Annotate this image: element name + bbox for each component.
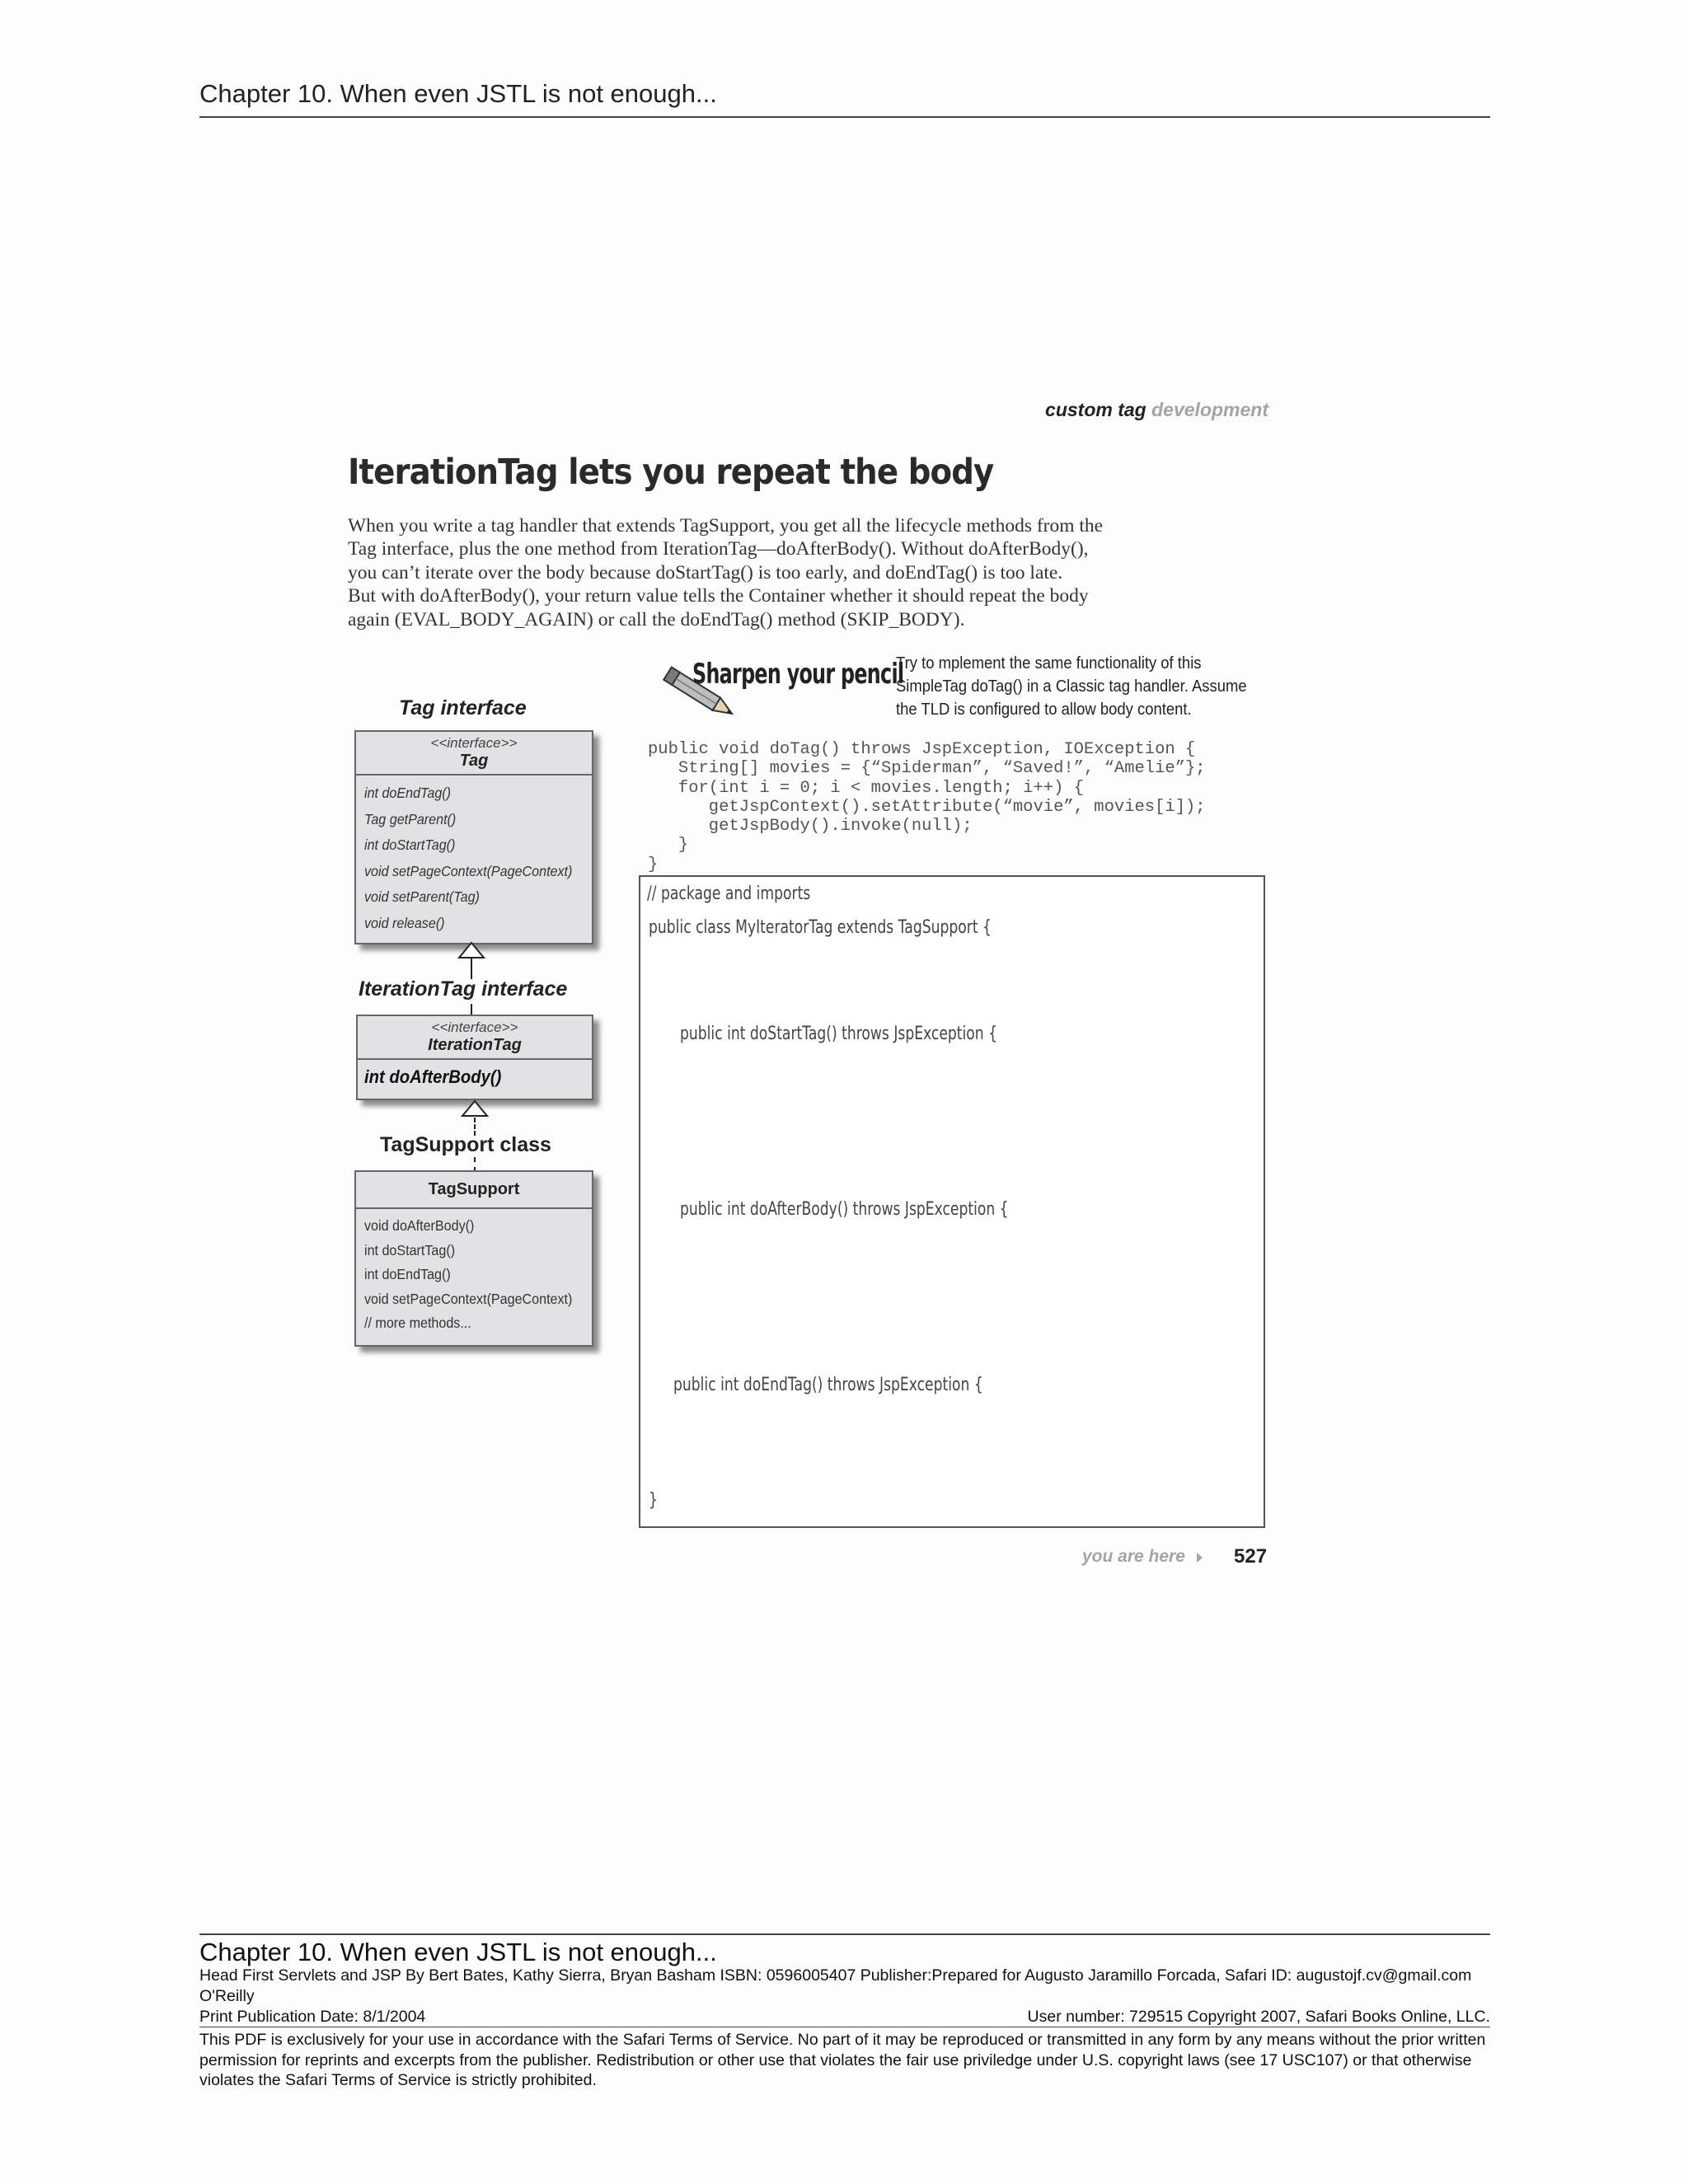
intro-line: When you write a tag handler that extends TagSupport, you get all the lifecycle methods from the [348,515,1104,537]
code-line: public void doTag() throws JspException, IOException { [648,740,1196,759]
footer-publisher: O'Reilly [199,1987,255,2005]
intro-line: Tag interface, plus the one method from IterationTag—doAfterBody(). Without doAfterBody(), [348,538,1089,560]
iterationtag-header [358,1016,592,1060]
connector-line [471,1004,472,1015]
interface-name: Tag [459,752,489,770]
you-are-here-label: you are here [1082,1547,1185,1566]
footer-print-date: Print Publication Date: 8/1/2004 [199,2008,426,2026]
instruction-line: Try to mplement the same functionality of this [896,654,1202,673]
arrow-right-icon [1197,1553,1203,1563]
method-item: int doStartTag() [364,1241,456,1258]
method-item: int doStartTag() [364,837,456,853]
class-name: TagSupport [428,1180,520,1198]
answer-doendtag: public int doEndTag() throws JspException { [673,1375,983,1395]
section-label-light: development [1151,399,1268,420]
footer-book-info: Head First Servlets and JSP By Bert Bates, Kathy Sierra, Bryan Basham ISBN: 0596005407 Publisher:Prepared for Augusto Jaramillo Forcada, Safari ID: augustojf.cv@gmail.com [199,1966,1472,1985]
code-line: String[] movies = {“Spiderman”, “Saved!”, “Amelie”}; [648,759,1206,779]
instruction-line: SimpleTag doTag() in a Classic tag handler. Assume [896,677,1247,696]
tagsupport-class-label: TagSupport class [380,1133,551,1156]
stereotype: <<interface>> [431,1019,518,1035]
section-label-bold: custom tag [1045,399,1146,420]
method-list [356,1209,592,1341]
tag-interface-box [354,730,593,944]
chapter-header-title: Chapter 10. When even JSTL is not enough... [199,79,717,108]
code-line: getJspContext().setAttribute(“movie”, movies[i]); [648,797,1206,817]
interface-name: IterationTag [428,1036,522,1054]
connector-line [471,958,472,979]
section-label [1045,399,1268,421]
implements-arrow-icon [460,1099,490,1119]
sharpen-pencil-title: Sharpen your pencil [692,658,904,691]
answer-closing-brace: } [649,1490,658,1511]
page-heading: IterationTag lets you repeat the body [348,452,994,493]
header-divider [199,116,1490,118]
stereotype: <<interface>> [430,735,518,751]
code-line: getJspBody().invoke(null); [648,817,973,837]
method-item: void setPageContext(PageContext) [364,862,573,879]
method-item: Tag getParent() [364,810,457,827]
instruction-line: the TLD is configured to allow body content. [896,700,1192,719]
intro-paragraph [348,514,1189,631]
answer-doafterbody: public int doAfterBody() throws JspException { [680,1199,1009,1220]
answer-comment: // package and imports [647,883,811,904]
code-line: for(int i = 0; i < movies.length; i++) { [648,778,1084,798]
method-item: int doEndTag() [364,785,452,801]
method-item: void release() [364,914,445,931]
iterationtag-interface-box [356,1015,593,1100]
method-item: int doEndTag() [364,1266,451,1282]
code-line: } [648,855,659,874]
code-sample [648,740,1206,874]
answer-dostarttag: public int doStartTag() throws JspException { [680,1024,998,1044]
method-list [356,776,592,941]
method-item: void setPageContext(PageContext) [364,1290,573,1307]
tagsupport-header [356,1172,592,1209]
footer-user-copyright: User number: 729515 Copyright 2007, Safari Books Online, LLC. [1027,2008,1490,2026]
method-item: void doAfterBody() [364,1217,475,1234]
page-number: 527 [1234,1545,1268,1568]
method-item: int doAfterBody() [364,1066,502,1087]
footer-chapter-title: Chapter 10. When even JSTL is not enough... [199,1938,717,1966]
answer-class-declaration: public class MyIteratorTag extends TagSupport { [649,917,992,938]
tag-interface-header [356,732,592,776]
code-line: } [648,836,689,855]
intro-line: you can’t iterate over the body because doStartTag() is too early, and doEndTag() is too late. [348,561,1063,583]
exercise-instructions [896,652,1286,721]
tag-interface-label: Tag interface [399,696,527,719]
method-item: void setParent(Tag) [364,888,480,905]
intro-line: But with doAfterBody(), your return value tells the Container whether it should repeat the body [348,585,1089,607]
method-list [358,1060,592,1094]
iterationtag-interface-label: IterationTag interface [359,977,568,1001]
footer-terms: This PDF is exclusively for your use in accordance with the Safari Terms of Service. No part of it may be reproduced or transmitted in any form by any means without the prior written permission for reprints and excerpts from the publisher. Redistribution or other use that violates the fair use priviledge under U.S. copyright laws (see 17 USC107) or that otherwise violates the Safari Terms of Service is strictly prohibited. [199,2031,1486,2089]
tagsupport-class-box [354,1170,593,1347]
footer-divider [199,1933,1490,1935]
intro-line: again (EVAL_BODY_AGAIN) or call the doEndTag() method (SKIP_BODY). [348,608,965,630]
method-item: // more methods... [364,1315,471,1331]
